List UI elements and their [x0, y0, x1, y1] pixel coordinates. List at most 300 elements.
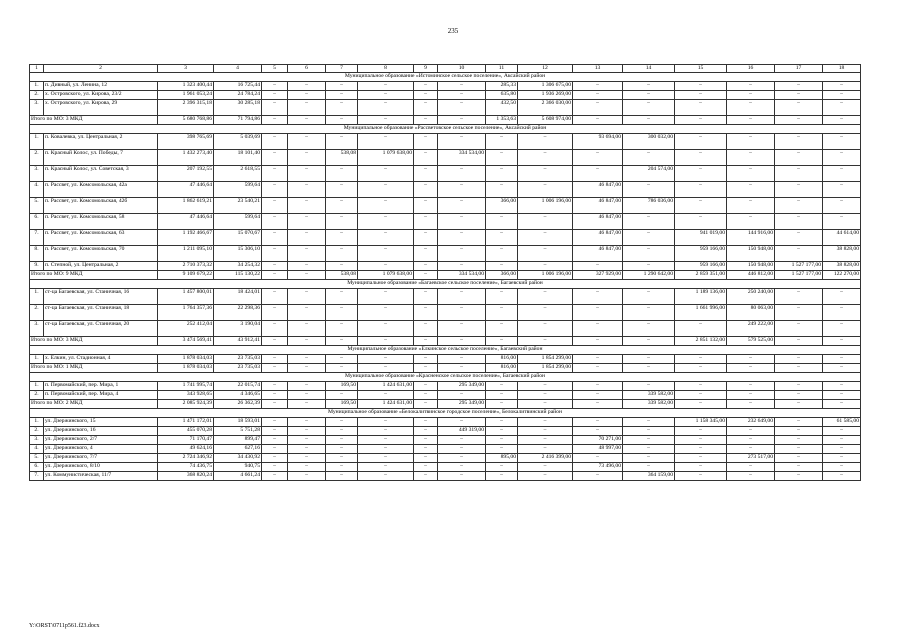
value-cell: 1 878 034,03 [158, 355, 214, 364]
value-cell: – [326, 230, 358, 246]
value-cell: – [326, 454, 358, 463]
value-cell: 959 166,00 [675, 246, 727, 262]
value-cell: – [262, 262, 288, 271]
buildings-table [29, 64, 861, 481]
address-cell: ст-ца Багаевская, ул. Станичная, 16 [44, 289, 158, 305]
value-cell: – [623, 445, 675, 454]
table-row [30, 289, 861, 305]
value-cell: 71 170,47 [158, 436, 214, 445]
total-value-cell: – [288, 400, 326, 409]
value-cell: – [288, 427, 326, 436]
value-cell: 24 784,24 [214, 91, 262, 100]
value-cell: – [358, 418, 414, 427]
total-value-cell: – [262, 400, 288, 409]
value-cell: – [623, 382, 675, 391]
value-cell: – [486, 321, 518, 337]
table-body [30, 65, 861, 481]
total-value-cell: – [288, 337, 326, 346]
total-value-cell: – [486, 400, 518, 409]
value-cell: – [775, 436, 823, 445]
value-cell: – [623, 150, 675, 166]
table-row [30, 198, 861, 214]
column-number-cell: 6 [288, 65, 326, 73]
value-cell: 1 764 357,36 [158, 305, 214, 321]
total-row [30, 400, 861, 409]
value-cell: – [358, 355, 414, 364]
total-value-cell: 1 878 034,03 [158, 364, 214, 373]
table-row [30, 182, 861, 198]
value-cell: – [326, 262, 358, 271]
value-cell: – [358, 91, 414, 100]
value-cell: 252 412,04 [158, 321, 214, 337]
section-header-row [30, 73, 861, 82]
value-cell: – [518, 436, 573, 445]
value-cell: – [486, 289, 518, 305]
value-cell: – [775, 382, 823, 391]
value-cell: – [823, 82, 861, 91]
column-number-cell: 13 [573, 65, 623, 73]
column-number-cell: 4 [214, 65, 262, 73]
value-cell: – [288, 445, 326, 454]
value-cell: – [775, 321, 823, 337]
value-cell: – [727, 150, 775, 166]
value-cell: – [727, 463, 775, 472]
column-number-cell: 14 [623, 65, 675, 73]
value-cell: – [438, 100, 486, 116]
value-cell: – [775, 418, 823, 427]
value-cell: 1 189 136,00 [675, 289, 727, 305]
value-cell: – [518, 182, 573, 198]
total-value-cell: – [823, 364, 861, 373]
value-cell: – [623, 246, 675, 262]
total-value-cell: – [438, 116, 486, 125]
value-cell: – [358, 198, 414, 214]
address-cell: п. Рассвет, ул. Комсомольская, 42а [44, 182, 158, 198]
value-cell: 295 349,00 [438, 382, 486, 391]
value-cell: – [438, 166, 486, 182]
total-value-cell: – [262, 337, 288, 346]
value-cell: – [262, 100, 288, 116]
total-label: Итого по МО: 2 МКД [30, 400, 158, 409]
value-cell: – [573, 454, 623, 463]
value-cell: – [675, 321, 727, 337]
value-cell: – [358, 214, 414, 230]
value-cell: – [438, 91, 486, 100]
row-number-cell: 2. [30, 150, 44, 166]
total-value-cell: 579 525,00 [727, 337, 775, 346]
total-value-cell: – [414, 271, 438, 280]
row-number-cell: 7. [30, 472, 44, 481]
value-cell: – [288, 454, 326, 463]
value-cell: – [438, 454, 486, 463]
value-cell: 599,64 [214, 182, 262, 198]
value-cell: 343 928,65 [158, 391, 214, 400]
section-header-row [30, 125, 861, 134]
value-cell: – [775, 246, 823, 262]
value-cell: – [823, 436, 861, 445]
value-cell: – [438, 463, 486, 472]
table-row [30, 391, 861, 400]
value-cell: – [288, 166, 326, 182]
value-cell: – [775, 230, 823, 246]
value-cell: – [288, 305, 326, 321]
table-row [30, 321, 861, 337]
value-cell: – [414, 214, 438, 230]
value-cell: – [358, 427, 414, 436]
value-cell: – [573, 91, 623, 100]
column-number-cell: 2 [44, 65, 158, 73]
total-value-cell: – [326, 116, 358, 125]
value-cell: – [675, 355, 727, 364]
value-cell: 1 192 466,67 [158, 230, 214, 246]
value-cell: – [262, 182, 288, 198]
total-value-cell: 26 362,39 [214, 400, 262, 409]
value-cell: – [262, 463, 288, 472]
value-cell: – [262, 427, 288, 436]
value-cell: 1 432 273,40 [158, 150, 214, 166]
table-row [30, 463, 861, 472]
total-value-cell: – [623, 116, 675, 125]
value-cell: – [326, 82, 358, 91]
value-cell: – [414, 454, 438, 463]
value-cell: 1 457 800,01 [158, 289, 214, 305]
value-cell: – [414, 198, 438, 214]
table-row [30, 91, 861, 100]
row-number-cell: 2. [30, 305, 44, 321]
total-value-cell: – [727, 400, 775, 409]
value-cell: – [288, 150, 326, 166]
value-cell: – [414, 427, 438, 436]
total-label: Итого по МО: 3 МКД [30, 116, 158, 125]
value-cell: 786 036,00 [623, 198, 675, 214]
value-cell: – [414, 100, 438, 116]
value-cell: – [486, 436, 518, 445]
value-cell: – [288, 418, 326, 427]
value-cell: – [573, 427, 623, 436]
value-cell: 232 649,00 [727, 418, 775, 427]
column-number-cell: 3 [158, 65, 214, 73]
value-cell: 150 948,00 [727, 262, 775, 271]
value-cell: – [414, 382, 438, 391]
value-cell: – [326, 463, 358, 472]
total-value-cell: 334 534,00 [438, 271, 486, 280]
value-cell: – [414, 166, 438, 182]
value-cell: 599,64 [214, 214, 262, 230]
value-cell: 959 166,00 [675, 262, 727, 271]
total-value-cell: – [573, 116, 623, 125]
value-cell: 3 190,04 [214, 321, 262, 337]
table-row [30, 134, 861, 150]
value-cell: – [438, 472, 486, 481]
column-number-row [30, 65, 861, 73]
value-cell: – [414, 355, 438, 364]
value-cell: – [518, 472, 573, 481]
value-cell: – [262, 391, 288, 400]
value-cell: – [518, 427, 573, 436]
value-cell: – [414, 445, 438, 454]
total-value-cell: 1 854 299,00 [518, 364, 573, 373]
value-cell: – [414, 391, 438, 400]
value-cell: – [438, 82, 486, 91]
total-value-cell: – [518, 400, 573, 409]
total-value-cell: 1 353,63 [486, 116, 518, 125]
value-cell: – [775, 82, 823, 91]
value-cell: – [775, 305, 823, 321]
address-cell: п. Красный Колос, ул. Победы, 7 [44, 150, 158, 166]
value-cell: – [358, 321, 414, 337]
value-cell: 449 319,00 [438, 427, 486, 436]
row-number-cell: 9. [30, 262, 44, 271]
column-number-cell: 5 [262, 65, 288, 73]
value-cell: – [775, 463, 823, 472]
value-cell: – [518, 214, 573, 230]
total-value-cell: – [518, 337, 573, 346]
value-cell: – [518, 391, 573, 400]
table-row [30, 355, 861, 364]
address-cell: х. Елкин, ул. Стадионная, 4 [44, 355, 158, 364]
value-cell: – [675, 214, 727, 230]
value-cell: 15 306,10 [214, 246, 262, 262]
value-cell: – [823, 427, 861, 436]
address-cell: ул. Дзержинского, 16 [44, 427, 158, 436]
value-cell: – [573, 355, 623, 364]
value-cell: 1 936 269,00 [518, 91, 573, 100]
value-cell: – [675, 436, 727, 445]
value-cell: – [414, 436, 438, 445]
value-cell: – [262, 418, 288, 427]
value-cell: 204 574,00 [623, 166, 675, 182]
row-number-cell: 8. [30, 246, 44, 262]
total-value-cell: – [775, 116, 823, 125]
total-value-cell: – [326, 364, 358, 373]
value-cell: – [727, 182, 775, 198]
value-cell: – [775, 166, 823, 182]
value-cell: 150 948,00 [727, 246, 775, 262]
total-value-cell: – [414, 337, 438, 346]
total-value-cell: – [727, 364, 775, 373]
value-cell: – [518, 418, 573, 427]
total-value-cell: 1 079 638,00 [358, 271, 414, 280]
value-cell: – [358, 134, 414, 150]
total-value-cell: – [262, 364, 288, 373]
value-cell: – [262, 305, 288, 321]
total-value-cell: – [623, 364, 675, 373]
table-row [30, 214, 861, 230]
total-value-cell: – [675, 400, 727, 409]
address-cell: ул. Коммунистическая, 11/7 [44, 472, 158, 481]
value-cell: 364 159,00 [623, 472, 675, 481]
value-cell: – [623, 321, 675, 337]
total-value-cell: – [675, 116, 727, 125]
value-cell: – [288, 182, 326, 198]
value-cell: 30 285,18 [214, 100, 262, 116]
address-cell: ст-ца Багаевская, ул. Станичная, 20 [44, 321, 158, 337]
value-cell: – [623, 91, 675, 100]
value-cell: 1 661 996,00 [675, 305, 727, 321]
total-value-cell: – [288, 364, 326, 373]
value-cell: – [823, 91, 861, 100]
total-value-cell: – [414, 116, 438, 125]
address-cell: п. Ковалевка, ул. Центральная, 2 [44, 134, 158, 150]
total-value-cell: – [775, 364, 823, 373]
value-cell: 455 070,28 [158, 427, 214, 436]
total-value-cell: – [438, 364, 486, 373]
value-cell: – [573, 262, 623, 271]
row-number-cell: 1. [30, 355, 44, 364]
value-cell: – [326, 166, 358, 182]
total-value-cell: 2 851 132,00 [675, 337, 727, 346]
value-cell: 300 032,00 [623, 134, 675, 150]
value-cell: 1 854 299,00 [518, 355, 573, 364]
value-cell: – [438, 445, 486, 454]
value-cell: 1 961 053,24 [158, 91, 214, 100]
address-cell: ул. Дзержинского, 2/7 [44, 436, 158, 445]
total-value-cell: – [623, 337, 675, 346]
value-cell: 46 847,00 [573, 182, 623, 198]
value-cell: – [775, 150, 823, 166]
value-cell: 5 751,28 [214, 427, 262, 436]
table-row [30, 454, 861, 463]
value-cell: – [623, 230, 675, 246]
total-value-cell: 9 109 679,22 [158, 271, 214, 280]
value-cell: – [675, 454, 727, 463]
value-cell: – [623, 100, 675, 116]
value-cell: – [358, 230, 414, 246]
total-value-cell: – [775, 400, 823, 409]
value-cell: – [358, 82, 414, 91]
value-cell: 538,08 [326, 150, 358, 166]
total-value-cell: 816,00 [486, 364, 518, 373]
value-cell: – [518, 262, 573, 271]
column-number-cell: 8 [358, 65, 414, 73]
value-cell: – [518, 166, 573, 182]
value-cell: 1 862 619,21 [158, 198, 214, 214]
table-row [30, 436, 861, 445]
address-cell: п. Дивный, ул. Ленина, 12 [44, 82, 158, 91]
value-cell: – [775, 454, 823, 463]
value-cell: – [438, 214, 486, 230]
value-cell: – [358, 463, 414, 472]
address-cell: п. Рассвет, ул. Комсомольская, 63 [44, 230, 158, 246]
total-value-cell: – [288, 271, 326, 280]
section-title: Муниципальное образование «Белокалитвинское городское поселение», Белокалитвинский район [30, 409, 861, 418]
value-cell: – [486, 246, 518, 262]
value-cell: 169,50 [326, 382, 358, 391]
value-cell: – [438, 321, 486, 337]
value-cell: – [823, 391, 861, 400]
row-number-cell: 2. [30, 391, 44, 400]
value-cell: – [727, 382, 775, 391]
value-cell: – [288, 382, 326, 391]
value-cell: – [675, 100, 727, 116]
value-cell: – [675, 91, 727, 100]
value-cell: – [727, 445, 775, 454]
total-value-cell: 339 582,00 [623, 400, 675, 409]
total-label: Итого по МО: 1 МКД [30, 364, 158, 373]
value-cell: – [775, 289, 823, 305]
value-cell: 23 735,03 [214, 355, 262, 364]
value-cell: – [414, 230, 438, 246]
value-cell: 47 446,64 [158, 214, 214, 230]
value-cell: – [358, 246, 414, 262]
total-value-cell: – [358, 364, 414, 373]
value-cell: – [262, 382, 288, 391]
total-value-cell: – [358, 116, 414, 125]
value-cell: – [823, 305, 861, 321]
value-cell: – [262, 134, 288, 150]
value-cell: 273 517,00 [727, 454, 775, 463]
value-cell: – [262, 445, 288, 454]
value-cell: – [438, 262, 486, 271]
value-cell: – [623, 427, 675, 436]
address-cell: п. Степной, ул. Центральная, 2 [44, 262, 158, 271]
value-cell: – [623, 454, 675, 463]
value-cell: – [727, 472, 775, 481]
row-number-cell: 3. [30, 166, 44, 182]
value-cell: – [358, 262, 414, 271]
value-cell: – [288, 472, 326, 481]
value-cell: – [486, 166, 518, 182]
value-cell: – [326, 472, 358, 481]
total-value-cell: 366,00 [486, 271, 518, 280]
total-value-cell: – [262, 116, 288, 125]
address-cell: п. Первомайский, пер. Мира, 1 [44, 382, 158, 391]
value-cell: – [727, 134, 775, 150]
value-cell: – [675, 463, 727, 472]
value-cell: – [573, 305, 623, 321]
value-cell: – [675, 134, 727, 150]
value-cell: – [486, 463, 518, 472]
value-cell: 4 661,24 [214, 472, 262, 481]
value-cell: – [262, 472, 288, 481]
value-cell: – [573, 100, 623, 116]
row-number-cell: 5. [30, 198, 44, 214]
value-cell: – [486, 391, 518, 400]
value-cell: – [326, 246, 358, 262]
total-value-cell: 327 929,00 [573, 271, 623, 280]
value-cell: – [775, 391, 823, 400]
total-value-cell: – [727, 116, 775, 125]
value-cell: – [358, 305, 414, 321]
section-title: Муниципальное образование «Истоминское сельское поселение», Аксайский район [30, 73, 861, 82]
value-cell: – [358, 391, 414, 400]
value-cell: – [518, 463, 573, 472]
table-row [30, 418, 861, 427]
value-cell: – [414, 82, 438, 91]
value-cell: – [518, 230, 573, 246]
value-cell: – [438, 355, 486, 364]
value-cell: – [675, 82, 727, 91]
value-cell: – [486, 182, 518, 198]
total-value-cell: – [573, 400, 623, 409]
value-cell: 1 158 345,00 [675, 418, 727, 427]
value-cell: 34 254,32 [214, 262, 262, 271]
value-cell: 432,50 [486, 100, 518, 116]
row-number-cell: 1. [30, 418, 44, 427]
section-title: Муниципальное образование «Багаевское сельское поселение», Багаевский район [30, 280, 861, 289]
row-number-cell: 2. [30, 427, 44, 436]
value-cell: – [288, 463, 326, 472]
value-cell: 2 396 315,18 [158, 100, 214, 116]
value-cell: – [823, 134, 861, 150]
address-cell: ул. Дзержинского, 4 [44, 445, 158, 454]
table-row [30, 82, 861, 91]
value-cell: – [727, 82, 775, 91]
value-cell: – [518, 246, 573, 262]
total-value-cell: 1 527 177,00 [775, 271, 823, 280]
value-cell: – [288, 289, 326, 305]
value-cell: – [573, 82, 623, 91]
